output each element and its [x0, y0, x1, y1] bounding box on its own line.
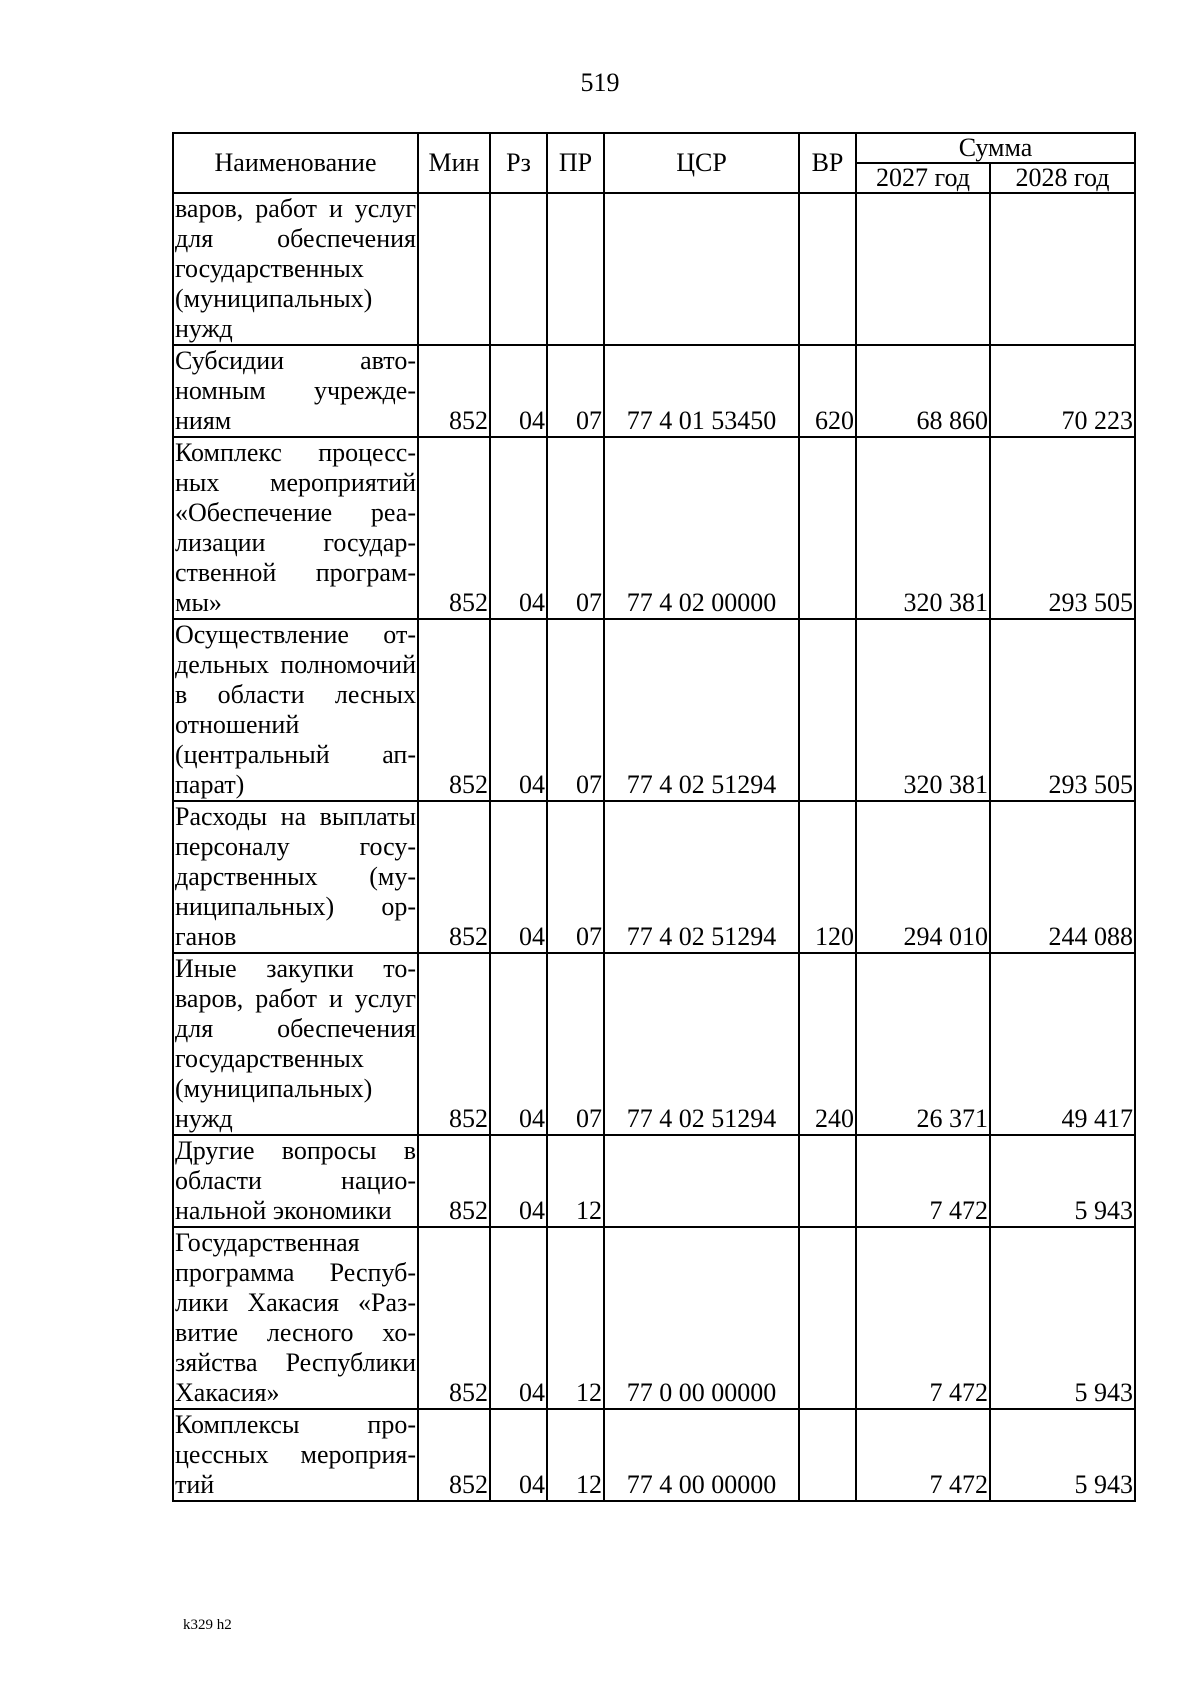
cell-2027: 320 381: [856, 437, 990, 619]
cell-vr: [799, 1227, 856, 1409]
cell-rz: 04: [490, 437, 547, 619]
cell-2027: 26 371: [856, 953, 990, 1135]
table-row: [173, 953, 1135, 1135]
cell-min: [418, 193, 490, 345]
cell-pr: 07: [547, 619, 604, 801]
table-row: [173, 1409, 1135, 1501]
footer-code: k329 h2: [183, 1617, 232, 1633]
cell-pr: 07: [547, 437, 604, 619]
cell-csr: 77 4 00 00000: [604, 1409, 799, 1501]
cell-2027: 7 472: [856, 1409, 990, 1501]
cell-rz: 04: [490, 619, 547, 801]
header-rz: Рз: [490, 133, 547, 193]
cell-2027: 7 472: [856, 1135, 990, 1227]
cell-csr: 77 4 01 53450: [604, 345, 799, 437]
cell-pr: 07: [547, 345, 604, 437]
cell-2028: 244 088: [990, 801, 1135, 953]
table-header: [173, 133, 1135, 193]
cell-csr: [604, 193, 799, 345]
cell-2028: [990, 193, 1135, 345]
cell-2028: 5 943: [990, 1409, 1135, 1501]
cell-name: Субсидии автономным учреждениям: [175, 346, 416, 435]
cell-2027: 320 381: [856, 619, 990, 801]
cell-csr: 77 4 02 51294: [604, 619, 799, 801]
cell-csr: 77 4 02 51294: [604, 801, 799, 953]
cell-name: Комплекс процессных мероприятий «Обеспечение реализации государственной программы»: [175, 438, 416, 617]
header-sum: Сумма: [856, 133, 1135, 163]
cell-name: Осуществление отдельных полномочий в области лесных отношений (центральный аппарат): [175, 620, 416, 799]
cell-pr: 12: [547, 1227, 604, 1409]
table-row: [173, 193, 1135, 345]
table-row: [173, 1227, 1135, 1409]
cell-csr: 77 4 02 51294: [604, 953, 799, 1135]
table-row: [173, 1135, 1135, 1227]
cell-name: Государственная программа Республики Хакасия «Развитие лесного хозяйства Республики Хакасия»: [175, 1228, 416, 1407]
cell-pr: 12: [547, 1409, 604, 1501]
cell-2028: 49 417: [990, 953, 1135, 1135]
header-name: Наименование: [173, 133, 418, 193]
cell-rz: 04: [490, 953, 547, 1135]
table-row: [173, 619, 1135, 801]
cell-rz: 04: [490, 1227, 547, 1409]
header-min: Мин: [418, 133, 490, 193]
cell-rz: 04: [490, 345, 547, 437]
cell-vr: 120: [799, 801, 856, 953]
cell-2028: 5 943: [990, 1227, 1135, 1409]
cell-min: 852: [418, 953, 490, 1135]
header-year-2027: 2027 год: [856, 163, 990, 193]
cell-min: 852: [418, 1135, 490, 1227]
cell-pr: [547, 193, 604, 345]
cell-vr: [799, 619, 856, 801]
header-vr: ВР: [799, 133, 856, 193]
cell-2027: [856, 193, 990, 345]
table-row: [173, 345, 1135, 437]
cell-name: Расходы на выплаты персоналу государственных (муниципальных) органов: [175, 802, 416, 951]
cell-rz: 04: [490, 801, 547, 953]
header-year-2028: 2028 год: [990, 163, 1135, 193]
cell-2027: 294 010: [856, 801, 990, 953]
cell-rz: 04: [490, 1135, 547, 1227]
cell-vr: [799, 437, 856, 619]
cell-name: Другие вопросы в области национальной экономики: [175, 1136, 416, 1225]
cell-csr: [604, 1135, 799, 1227]
cell-csr: 77 0 00 00000: [604, 1227, 799, 1409]
budget-table: [172, 132, 1136, 1502]
cell-name: варов, работ и услуг для обеспечения государственных (муниципальных) нужд: [175, 194, 416, 343]
header-pr: ПР: [547, 133, 604, 193]
cell-rz: [490, 193, 547, 345]
cell-2027: 68 860: [856, 345, 990, 437]
table-body: [173, 193, 1135, 1501]
cell-pr: 07: [547, 801, 604, 953]
page-number: 519: [580, 68, 620, 97]
cell-csr: 77 4 02 00000: [604, 437, 799, 619]
cell-name: Комплексы процессных мероприятий: [175, 1410, 416, 1499]
cell-min: 852: [418, 619, 490, 801]
cell-vr: [799, 1409, 856, 1501]
cell-min: 852: [418, 437, 490, 619]
table-row: [173, 801, 1135, 953]
cell-min: 852: [418, 801, 490, 953]
cell-rz: 04: [490, 1409, 547, 1501]
header-csr: ЦСР: [604, 133, 799, 193]
cell-vr: 620: [799, 345, 856, 437]
cell-min: 852: [418, 345, 490, 437]
cell-2028: 70 223: [990, 345, 1135, 437]
cell-vr: 240: [799, 953, 856, 1135]
cell-2027: 7 472: [856, 1227, 990, 1409]
cell-vr: [799, 193, 856, 345]
cell-pr: 07: [547, 953, 604, 1135]
cell-min: 852: [418, 1409, 490, 1501]
cell-name: Иные закупки товаров, работ и услуг для обеспечения государственных (муниципальных) нужд: [175, 954, 416, 1133]
cell-pr: 12: [547, 1135, 604, 1227]
cell-2028: 293 505: [990, 437, 1135, 619]
cell-2028: 5 943: [990, 1135, 1135, 1227]
table-row: [173, 437, 1135, 619]
cell-min: 852: [418, 1227, 490, 1409]
cell-2028: 293 505: [990, 619, 1135, 801]
cell-vr: [799, 1135, 856, 1227]
